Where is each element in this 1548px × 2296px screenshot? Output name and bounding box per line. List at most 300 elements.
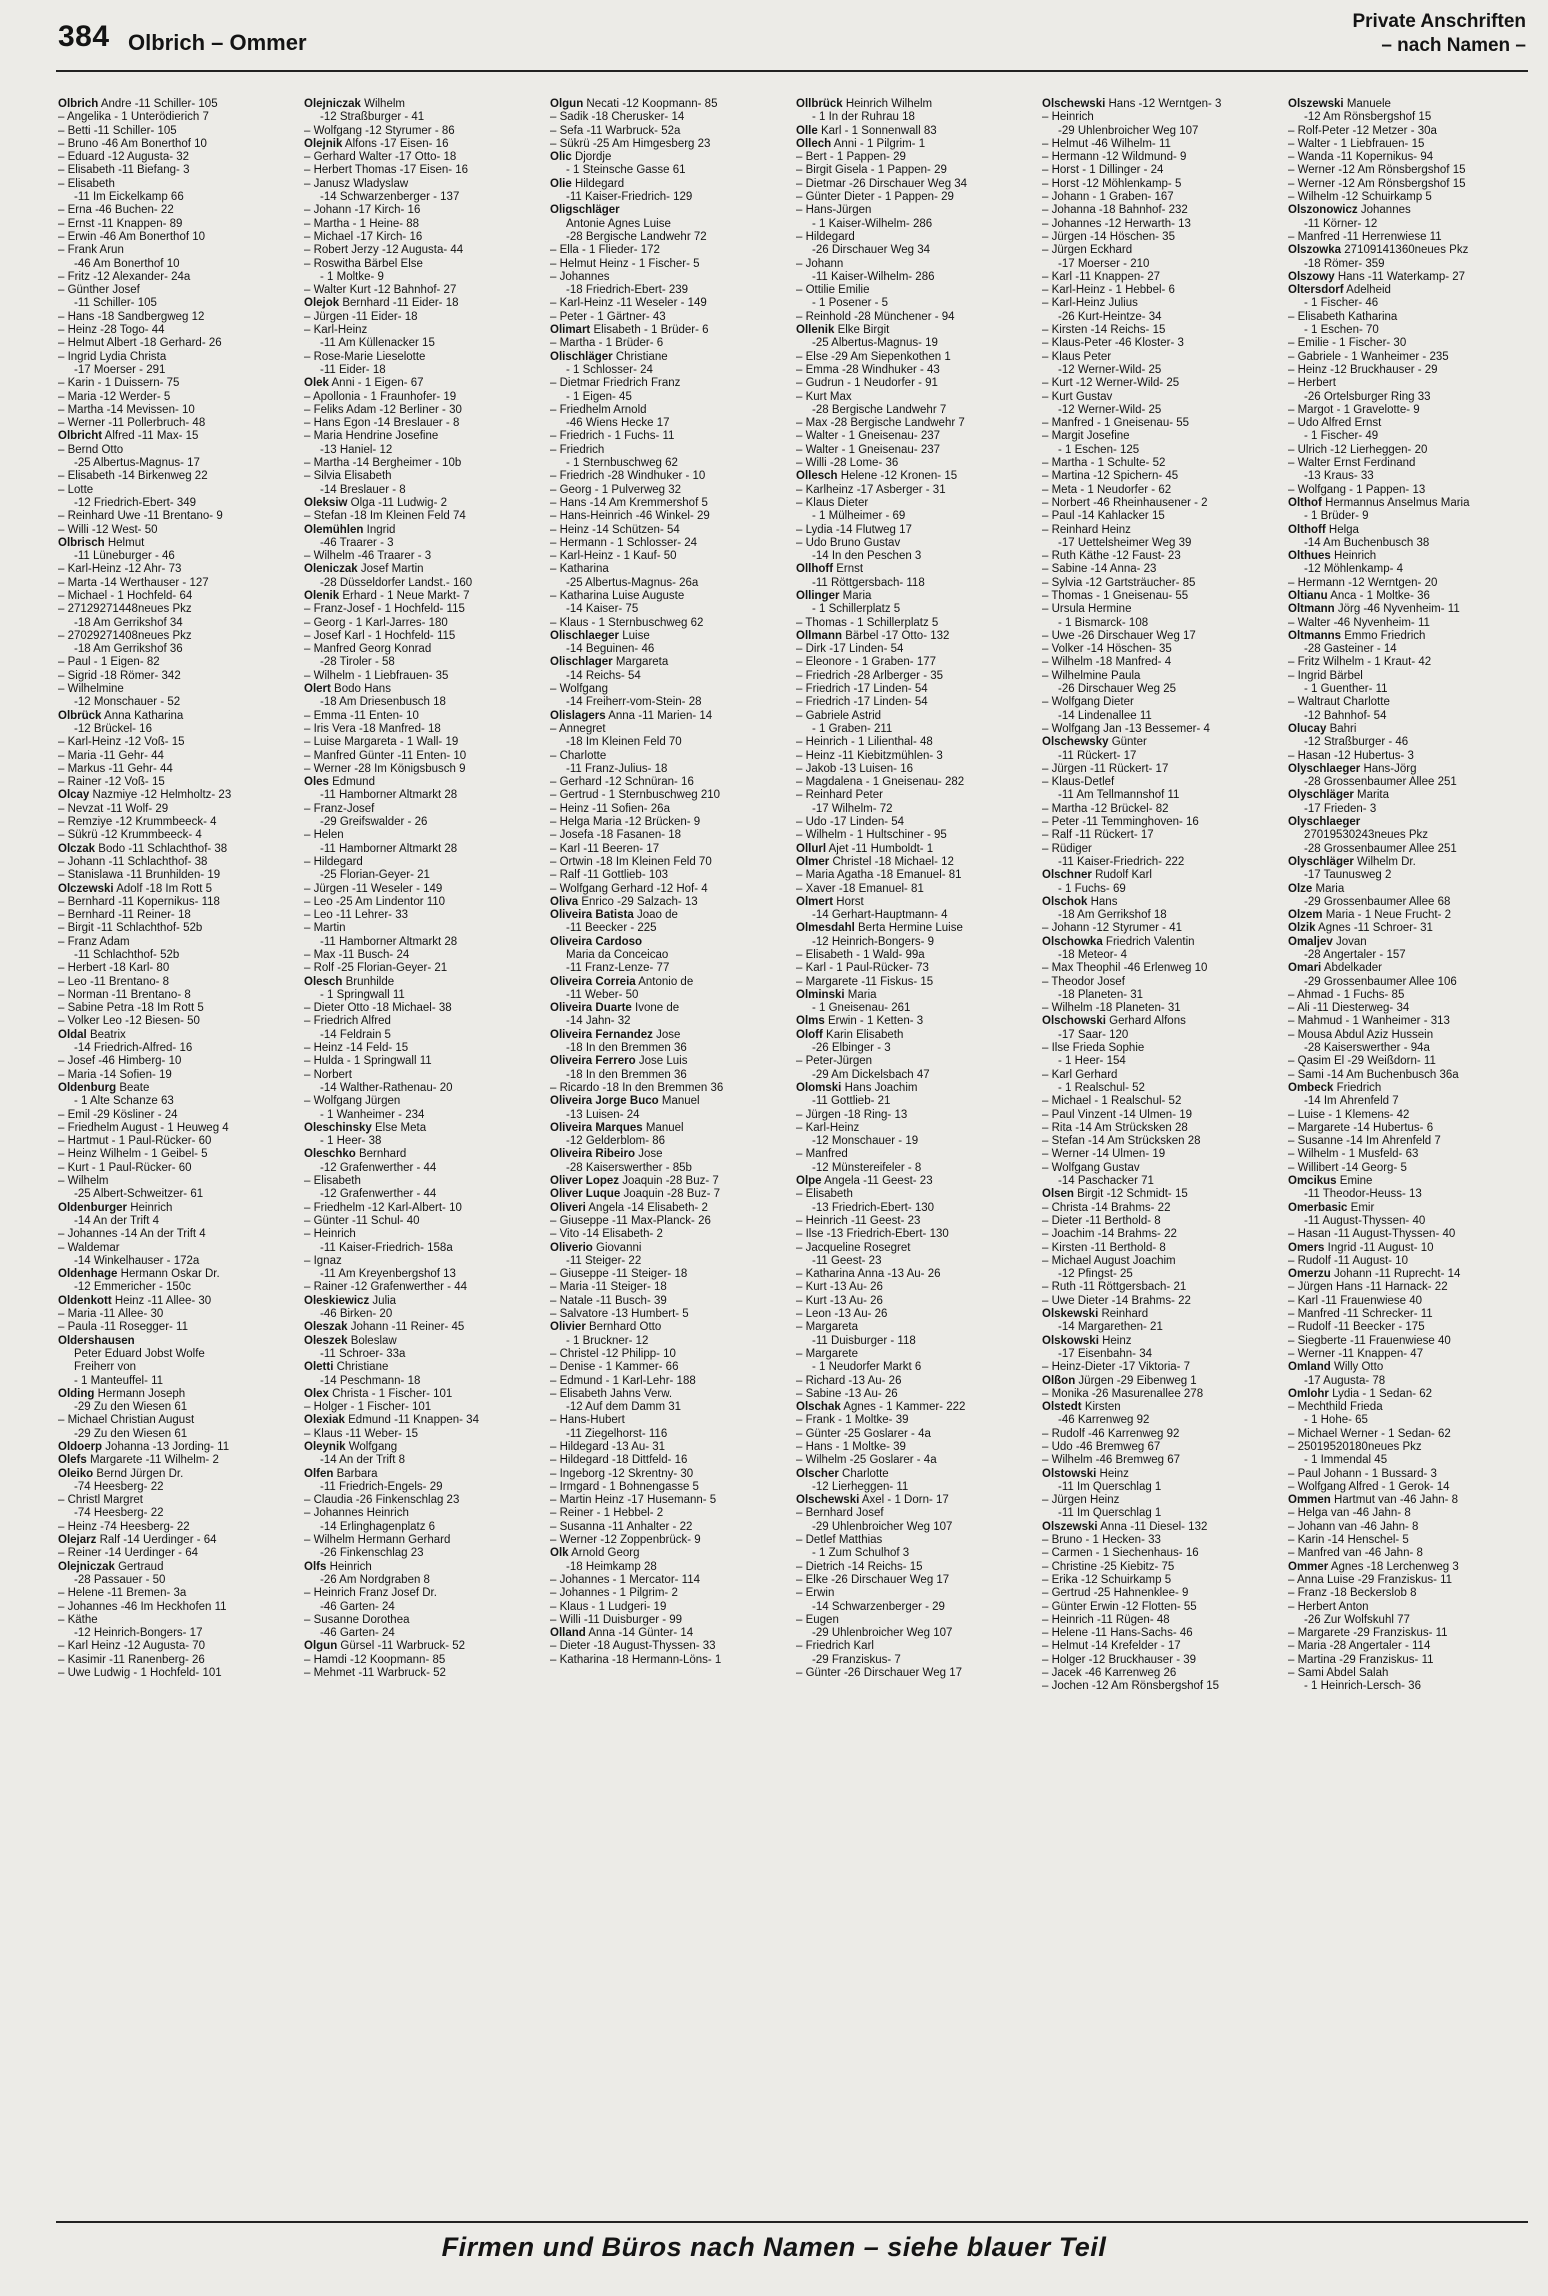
entry-details: – Wolfgang Alfred - 1 Gerok- 14 bbox=[1288, 1480, 1450, 1493]
directory-entry bbox=[796, 1335, 1036, 1348]
entry-surname: Olszewski bbox=[1042, 1520, 1098, 1533]
directory-entry bbox=[796, 324, 1036, 337]
directory-entry bbox=[304, 1574, 544, 1587]
directory-entry bbox=[796, 723, 1036, 736]
entry-details: – Max Theophil -46 Erlenweg 10 bbox=[1042, 962, 1208, 975]
entry-details: – Robert Jerzy -12 Augusta- 44 bbox=[304, 244, 464, 257]
directory-entry bbox=[58, 577, 298, 590]
entry-details: – Friedrich Alfred bbox=[304, 1015, 391, 1028]
entry-details: Jose Luis bbox=[638, 1055, 688, 1068]
directory-entry bbox=[58, 869, 298, 882]
entry-details: – Elisabeth - 1 Wald- 99a bbox=[796, 949, 925, 961]
entry-details: – Irmgard - 1 Bohnengasse 5 bbox=[550, 1480, 699, 1493]
directory-entry bbox=[304, 444, 544, 457]
entry-details: -12 Straßburger - 46 bbox=[1304, 736, 1409, 749]
directory-entry bbox=[58, 351, 298, 364]
directory-entry bbox=[58, 843, 298, 856]
directory-entry bbox=[796, 949, 1036, 962]
entry-details: -18 Im Kleinen Feld 70 bbox=[566, 736, 682, 749]
entry-details: Wilhelm bbox=[364, 98, 405, 110]
directory-entry bbox=[1288, 1122, 1528, 1135]
entry-details: Friedrich bbox=[1336, 1081, 1382, 1094]
directory-entry bbox=[796, 843, 1036, 856]
directory-entry bbox=[796, 138, 1036, 151]
directory-entry bbox=[550, 244, 790, 257]
directory-entry bbox=[1288, 909, 1528, 922]
directory-entry bbox=[550, 231, 790, 244]
entry-surname: Oloff bbox=[796, 1028, 823, 1041]
directory-entry bbox=[58, 896, 298, 909]
entry-details: Gerhard Alfons bbox=[1109, 1015, 1186, 1028]
directory-entry bbox=[1288, 271, 1528, 284]
entry-details: – Rainer -12 Grafenwerther - 44 bbox=[304, 1281, 467, 1294]
directory-entry bbox=[1288, 258, 1528, 271]
entry-details: – Georg - 1 Karl-Jarres- 180 bbox=[304, 616, 448, 629]
directory-entry bbox=[550, 563, 790, 576]
directory-entry bbox=[796, 1547, 1036, 1560]
entry-details: -11 Schiller- 105 bbox=[74, 297, 157, 310]
entry-surname: Omari bbox=[1288, 962, 1322, 975]
entry-details: -26 Dirschauer Weg 25 bbox=[1058, 683, 1177, 696]
entry-details: – Johannes Heinrich bbox=[304, 1507, 409, 1520]
entry-details: – Peter-Jürgen bbox=[796, 1055, 873, 1068]
directory-entry bbox=[1042, 976, 1282, 989]
entry-details: – Karl-Heinz - 1 Hebbel- 6 bbox=[1042, 284, 1175, 297]
directory-entry bbox=[304, 643, 544, 656]
directory-entry bbox=[1288, 391, 1528, 404]
directory-entry bbox=[58, 271, 298, 284]
entry-details: Wolfgang bbox=[348, 1440, 398, 1453]
entry-details: – Dieter -11 Berthold- 8 bbox=[1042, 1214, 1161, 1227]
directory-entry bbox=[1288, 1414, 1528, 1427]
directory-entry bbox=[1042, 603, 1282, 616]
directory-entry bbox=[1288, 497, 1528, 510]
directory-entry bbox=[304, 244, 544, 257]
entry-details: – Rudolf -11 Beecker - 175 bbox=[1288, 1321, 1425, 1334]
directory-entry bbox=[1042, 1494, 1282, 1507]
directory-entry bbox=[796, 1507, 1036, 1520]
directory-entry bbox=[550, 683, 790, 696]
directory-entry bbox=[796, 936, 1036, 949]
entry-details: Angela -14 Elisabeth- 2 bbox=[588, 1201, 708, 1214]
directory-entry bbox=[1288, 111, 1528, 124]
entry-details: Heinrich bbox=[130, 1201, 173, 1214]
entry-details: – Birgit -11 Schlachthof- 52b bbox=[58, 922, 203, 935]
directory-entry bbox=[550, 1015, 790, 1028]
directory-entry bbox=[796, 444, 1036, 457]
entry-details: – Reinhard Heinz bbox=[1042, 523, 1131, 536]
entry-details: Hans -11 Waterkamp- 27 bbox=[1337, 270, 1466, 283]
entry-details: – Friedrich - 1 Fuchs- 11 bbox=[550, 430, 675, 443]
entry-surname: Oltmanns bbox=[1288, 629, 1342, 642]
entry-details: -26 Am Nordgraben 8 bbox=[320, 1573, 430, 1586]
directory-entry bbox=[1042, 590, 1282, 603]
directory-entry bbox=[304, 577, 544, 590]
entry-details: -29 Uhlenbroicher Weg 107 bbox=[812, 1627, 953, 1640]
directory-entry bbox=[304, 1255, 544, 1268]
directory-column-5 bbox=[1042, 98, 1282, 2216]
directory-entry bbox=[58, 497, 298, 510]
directory-entry bbox=[1042, 497, 1282, 510]
entry-details: -12 Auf dem Damm 31 bbox=[566, 1401, 682, 1414]
entry-details: – Stefan -14 Am Strücksken 28 bbox=[1042, 1135, 1201, 1148]
entry-details: – Walter Ernst Ferdinand bbox=[1288, 457, 1416, 470]
directory-entry bbox=[304, 1428, 544, 1441]
entry-details: Maria da Conceicao bbox=[566, 949, 669, 961]
entry-details: Ralf -14 Uerdinger - 64 bbox=[99, 1534, 217, 1547]
entry-details: – Gertrud - 1 Sternbuschweg 210 bbox=[550, 789, 721, 802]
entry-details: – Angelika - 1 Unterödierich 7 bbox=[58, 111, 209, 124]
entry-details: – Werner -12 Am Rönsbergshof 15 bbox=[1288, 177, 1466, 190]
entry-details: – Martha - 1 Brüder- 6 bbox=[550, 337, 664, 350]
entry-details: – Friedrich -17 Linden- 54 bbox=[796, 696, 928, 709]
entry-surname: Ommer bbox=[1288, 1560, 1329, 1573]
directory-entry bbox=[796, 1295, 1036, 1308]
directory-entry bbox=[58, 736, 298, 749]
directory-entry bbox=[1042, 1614, 1282, 1627]
entry-details: – Uwe Dieter -14 Brahms- 22 bbox=[1042, 1294, 1191, 1307]
directory-entry bbox=[550, 816, 790, 829]
directory-entry bbox=[796, 736, 1036, 749]
directory-entry bbox=[796, 1202, 1036, 1215]
directory-entry bbox=[796, 683, 1036, 696]
directory-entry bbox=[304, 1534, 544, 1547]
entry-details: – Helmut Albert -18 Gerhard- 26 bbox=[58, 337, 222, 350]
entry-details: – Martin bbox=[304, 922, 346, 935]
directory-entry bbox=[1042, 736, 1282, 749]
directory-entry bbox=[1288, 869, 1528, 882]
entry-surname: Olschak bbox=[796, 1401, 841, 1414]
entry-details: – Bernhard Josef bbox=[796, 1507, 884, 1520]
entry-surname: Oliveri bbox=[550, 1201, 586, 1214]
directory-entry bbox=[304, 603, 544, 616]
directory-entry bbox=[796, 603, 1036, 616]
entry-details: -29 Uhlenbroicher Weg 107 bbox=[812, 1520, 953, 1533]
entry-details: -46 Wiens Hecke 17 bbox=[566, 417, 670, 430]
directory-entry bbox=[1288, 750, 1528, 763]
directory-entry bbox=[1288, 1680, 1528, 1693]
directory-entry bbox=[304, 696, 544, 709]
entry-details: -14 Jahn- 32 bbox=[566, 1015, 631, 1028]
directory-entry bbox=[796, 789, 1036, 802]
directory-entry bbox=[796, 191, 1036, 204]
entry-details: – Willi -12 West- 50 bbox=[58, 523, 158, 536]
directory-entry bbox=[550, 1614, 790, 1627]
directory-entry bbox=[58, 311, 298, 324]
entry-details: - 1 Heinrich-Lersch- 36 bbox=[1304, 1680, 1421, 1693]
directory-entry bbox=[1042, 949, 1282, 962]
directory-entry bbox=[58, 1521, 298, 1534]
entry-details: – Magdalena - 1 Gneisenau- 282 bbox=[796, 776, 965, 789]
directory-entry bbox=[58, 763, 298, 776]
entry-details: -18 Friedrich-Ebert- 239 bbox=[566, 284, 689, 297]
entry-details: – Heinz -14 Schützen- 54 bbox=[550, 523, 680, 536]
directory-entry bbox=[550, 497, 790, 510]
entry-details: -11 Kaiser-Wilhelm- 286 bbox=[812, 270, 935, 283]
entry-details: Marita bbox=[1357, 789, 1389, 802]
directory-entry bbox=[1042, 484, 1282, 497]
entry-details: Else Meta bbox=[374, 1121, 427, 1134]
entry-surname: Oliveira Duarte bbox=[550, 1002, 632, 1015]
entry-details: – Johannes - 1 Pilgrim- 2 bbox=[550, 1587, 678, 1600]
entry-surname: Oliver Luque bbox=[550, 1188, 621, 1201]
directory-entry bbox=[1288, 1428, 1528, 1441]
directory-entry bbox=[1042, 1095, 1282, 1108]
entry-details: – Volker -14 Höschen- 35 bbox=[1042, 643, 1172, 656]
directory-entry bbox=[304, 1188, 544, 1201]
directory-entry bbox=[796, 430, 1036, 443]
directory-entry bbox=[550, 776, 790, 789]
entry-details: -11 Franz-Julius- 18 bbox=[566, 762, 668, 775]
entry-details: Emine bbox=[1339, 1175, 1373, 1188]
entry-details: – Elke -26 Dirschauer Weg 17 bbox=[796, 1573, 950, 1586]
directory-entry bbox=[304, 98, 544, 111]
entry-surname: Olk bbox=[550, 1547, 569, 1560]
directory-entry bbox=[58, 1481, 298, 1494]
directory-entry bbox=[1288, 337, 1528, 350]
entry-details: – Manfred - 1 Gneisenau- 55 bbox=[1042, 417, 1190, 430]
entry-details: – Georg - 1 Pulverweg 32 bbox=[550, 483, 682, 496]
entry-details: – Maria Agatha -18 Emanuel- 81 bbox=[796, 869, 962, 882]
entry-details: – Sami Abdel Salah bbox=[1288, 1667, 1389, 1680]
directory-entry bbox=[1042, 1202, 1282, 1215]
directory-entry bbox=[550, 1441, 790, 1454]
entry-details: – Max -11 Busch- 24 bbox=[304, 949, 410, 961]
entry-details: - 1 Schillerplatz 5 bbox=[812, 603, 901, 616]
entry-details: – Elisabeth bbox=[796, 1188, 853, 1201]
entry-details: – Sigrid -18 Römer- 342 bbox=[58, 669, 181, 682]
directory-entry bbox=[1288, 670, 1528, 683]
directory-entry bbox=[1288, 1215, 1528, 1228]
directory-entry bbox=[550, 1601, 790, 1614]
entry-details: – Rudolf -46 Karrenweg 92 bbox=[1042, 1427, 1180, 1440]
directory-entry bbox=[1042, 111, 1282, 124]
directory-entry bbox=[796, 1561, 1036, 1574]
entry-surname: Olbricht bbox=[58, 430, 103, 443]
entry-details: Hans -12 Werntgen- 3 bbox=[1108, 98, 1222, 110]
entry-surname: Olding bbox=[58, 1387, 95, 1400]
directory-entry bbox=[796, 1242, 1036, 1255]
entry-details: Elke Birgit bbox=[837, 324, 890, 337]
entry-details: – Hermann -12 Wildmund- 9 bbox=[1042, 151, 1187, 164]
directory-entry bbox=[1042, 962, 1282, 975]
directory-entry bbox=[304, 710, 544, 723]
entry-details: - 1 Realschul- 52 bbox=[1058, 1081, 1145, 1094]
entry-details: Joao de bbox=[636, 909, 678, 922]
entry-details: – Jürgen Heinz bbox=[1042, 1494, 1120, 1507]
directory-entry bbox=[1288, 989, 1528, 1002]
directory-entry bbox=[58, 1255, 298, 1268]
entry-details: – Erika -12 Schuirkamp 5 bbox=[1042, 1573, 1172, 1586]
entry-details: – Hildegard -18 Dittfeld- 16 bbox=[550, 1454, 688, 1467]
entry-details: – Günter -11 Schul- 40 bbox=[304, 1214, 420, 1227]
entry-details: – Maria -11 Allee- 30 bbox=[58, 1308, 164, 1321]
entry-details: – Johannes -14 An der Trift 4 bbox=[58, 1228, 206, 1241]
entry-details: – Rainer -12 Voß- 15 bbox=[58, 776, 165, 789]
directory-entry bbox=[58, 470, 298, 483]
directory-entry bbox=[304, 763, 544, 776]
entry-details: -25 Florian-Geyer- 21 bbox=[320, 869, 430, 882]
entry-surname: Oliveira Ferrero bbox=[550, 1055, 636, 1068]
directory-entry bbox=[550, 1175, 790, 1188]
entry-surname: Ollinger bbox=[796, 589, 840, 602]
directory-column-3 bbox=[550, 98, 790, 2216]
entry-surname: Oliveira Batista bbox=[550, 909, 634, 922]
directory-entry bbox=[1288, 1109, 1528, 1122]
directory-entry bbox=[550, 125, 790, 138]
directory-entry bbox=[304, 1268, 544, 1281]
directory-entry bbox=[1288, 1468, 1528, 1481]
entry-details: -17 Frieden- 3 bbox=[1304, 802, 1377, 815]
directory-entry bbox=[1288, 803, 1528, 816]
entry-details: Margareta bbox=[615, 656, 669, 669]
entry-details: – Nevzat -11 Wolf- 29 bbox=[58, 802, 169, 815]
entry-details: -11 Hamborner Altmarkt 28 bbox=[320, 789, 458, 802]
entry-surname: Oldershausen bbox=[58, 1334, 135, 1347]
directory-entry bbox=[1288, 1601, 1528, 1614]
entry-details: – Bruno -46 Am Bonerthof 10 bbox=[58, 137, 207, 150]
entry-details: Maria bbox=[847, 988, 877, 1001]
directory-entry bbox=[550, 1042, 790, 1055]
entry-details: -13 Luisen- 24 bbox=[566, 1108, 640, 1121]
entry-details: – Paul Vinzent -14 Ulmen- 19 bbox=[1042, 1108, 1193, 1121]
entry-surname: Olmer bbox=[796, 855, 830, 868]
entry-details: Hermann Joseph bbox=[97, 1387, 186, 1400]
directory-entry bbox=[550, 869, 790, 882]
entry-details: – Margot - 1 Gravelotte- 9 bbox=[1288, 403, 1420, 416]
directory-entry bbox=[1042, 617, 1282, 630]
entry-details: 27109141360neues Pkz bbox=[1344, 244, 1469, 257]
directory-entry bbox=[1288, 1029, 1528, 1042]
entry-surname: Olszonowicz bbox=[1288, 204, 1358, 217]
directory-entry bbox=[1042, 989, 1282, 1002]
directory-entry bbox=[1288, 976, 1528, 989]
entry-details: – Klaus-Detlef bbox=[1042, 776, 1115, 789]
entry-details: Christiane bbox=[615, 350, 668, 363]
entry-details: Hans-Jörg bbox=[1363, 762, 1417, 775]
entry-details: Johannes bbox=[1360, 204, 1411, 217]
directory-entry bbox=[58, 1042, 298, 1055]
directory-entry bbox=[550, 856, 790, 869]
entry-details: – Birgit Gisela - 1 Pappen- 29 bbox=[796, 164, 947, 177]
entry-details: Charlotte bbox=[842, 1467, 889, 1480]
directory-entry bbox=[304, 1627, 544, 1640]
entry-details: - 1 Eschen- 125 bbox=[1058, 443, 1140, 456]
entry-details: – Friedrich bbox=[550, 443, 605, 456]
directory-entry bbox=[796, 125, 1036, 138]
entry-surname: Omers bbox=[1288, 1241, 1325, 1254]
entry-details: – Manfred van -46 Jahn- 8 bbox=[1288, 1547, 1423, 1560]
entry-details: - 1 Brüder- 9 bbox=[1304, 510, 1369, 523]
entry-surname: Olmert bbox=[796, 895, 834, 908]
entry-details: Rudolf Karl bbox=[1095, 869, 1152, 882]
entry-details: - 1 Manteuffel- 11 bbox=[74, 1374, 164, 1387]
directory-entry bbox=[58, 1375, 298, 1388]
directory-entry bbox=[550, 271, 790, 284]
directory-entry bbox=[58, 1295, 298, 1308]
directory-entry bbox=[58, 1454, 298, 1467]
directory-entry bbox=[304, 922, 544, 935]
directory-entry bbox=[304, 1441, 544, 1454]
directory-entry bbox=[1288, 444, 1528, 457]
directory-entry bbox=[1288, 1667, 1528, 1680]
directory-entry bbox=[1288, 1135, 1528, 1148]
entry-details: – Walter -46 Nyvenheim- 11 bbox=[1288, 616, 1430, 629]
directory-entry bbox=[1288, 590, 1528, 603]
entry-details: – Hermann - 1 Schlosser- 24 bbox=[550, 536, 698, 549]
entry-details: – Christl Margret bbox=[58, 1494, 143, 1507]
directory-entry bbox=[304, 191, 544, 204]
directory-entry bbox=[550, 1547, 790, 1560]
directory-entry bbox=[1288, 843, 1528, 856]
entry-details: -11 Am Kreyenbergshof 13 bbox=[320, 1268, 456, 1281]
entry-details: – Mousa Abdul Aziz Hussein bbox=[1288, 1028, 1434, 1041]
entry-details: – Willibert -14 Georg- 5 bbox=[1288, 1161, 1407, 1174]
directory-entry bbox=[1288, 351, 1528, 364]
entry-details: – Karl-Heinz bbox=[796, 1121, 860, 1134]
footer-rule bbox=[56, 2221, 1528, 2223]
entry-details: – Werner -12 Zoppenbrück- 9 bbox=[550, 1534, 701, 1547]
directory-entry bbox=[796, 1654, 1036, 1667]
directory-entry bbox=[58, 883, 298, 896]
entry-surname: Oleszak bbox=[304, 1321, 348, 1334]
directory-entry bbox=[304, 125, 544, 138]
entry-details: - 1 Bismarck- 108 bbox=[1058, 616, 1149, 629]
directory-entry bbox=[1288, 1335, 1528, 1348]
entry-details: – Hans Egon -14 Breslauer - 8 bbox=[304, 417, 460, 430]
entry-details: – Karin -14 Henschel- 5 bbox=[1288, 1534, 1409, 1547]
entry-details: – Friedhelm -12 Karl-Albert- 10 bbox=[304, 1201, 462, 1214]
directory-entry bbox=[58, 1441, 298, 1454]
directory-entry bbox=[550, 883, 790, 896]
directory-entry bbox=[1288, 1561, 1528, 1574]
directory-entry bbox=[1288, 324, 1528, 337]
directory-entry bbox=[304, 670, 544, 683]
entry-details: -11 Im Querschlag 1 bbox=[1058, 1480, 1162, 1493]
directory-entry bbox=[796, 1627, 1036, 1640]
entry-details: – Elisabeth Katharina bbox=[1288, 310, 1398, 323]
directory-entry bbox=[550, 178, 790, 191]
entry-surname: Olgun bbox=[304, 1640, 338, 1653]
entry-surname: Omlohr bbox=[1288, 1387, 1329, 1400]
directory-entry bbox=[550, 1627, 790, 1640]
directory-entry bbox=[1042, 457, 1282, 470]
directory-entry bbox=[304, 297, 544, 310]
entry-details: – Christa -14 Brahms- 22 bbox=[1042, 1201, 1171, 1214]
directory-entry bbox=[304, 1228, 544, 1241]
entry-surname: Olek bbox=[304, 377, 329, 390]
entry-details: – Qasim El -29 Weißdorn- 11 bbox=[1288, 1055, 1436, 1068]
directory-entry bbox=[304, 1135, 544, 1148]
entry-details: – Klaus-Peter -46 Kloster- 3 bbox=[1042, 337, 1184, 350]
entry-details: – Frank Arun bbox=[58, 244, 124, 257]
entry-details: -11 Geest- 23 bbox=[812, 1254, 882, 1267]
entry-details: -14 Winkelhauser - 172a bbox=[74, 1254, 200, 1267]
entry-details: - 1 Graben- 211 bbox=[812, 722, 893, 735]
directory-entry bbox=[1042, 1388, 1282, 1401]
entry-surname: Oleksiw bbox=[304, 496, 348, 509]
directory-entry bbox=[550, 1082, 790, 1095]
entry-details: – Max -28 Bergische Landwehr 7 bbox=[796, 417, 965, 430]
directory-entry bbox=[304, 789, 544, 802]
entry-details: – Martha -12 Brückel- 82 bbox=[1042, 802, 1169, 815]
directory-column-2 bbox=[304, 98, 544, 2216]
entry-details: -11 August-Thyssen- 40 bbox=[1304, 1214, 1426, 1227]
entry-details: – Wolfgang bbox=[550, 683, 608, 696]
directory-entry bbox=[550, 909, 790, 922]
directory-entry bbox=[1288, 1175, 1528, 1188]
entry-details: – Horst -12 Möhlenkamp- 5 bbox=[1042, 177, 1182, 190]
